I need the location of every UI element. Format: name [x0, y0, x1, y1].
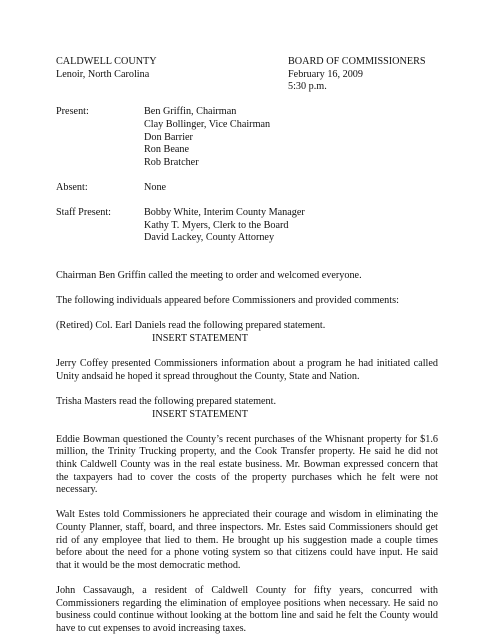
staff-label: Staff Present:	[56, 207, 111, 219]
absent-value: None	[144, 181, 167, 193]
board-name: BOARD OF COMMISSIONERS	[288, 56, 426, 67]
insert-statement-2: INSERT STATEMENT	[152, 408, 249, 420]
staff-row-3	[56, 232, 438, 245]
staff-name: Kathy T. Myers, Clerk to the Board	[144, 219, 289, 231]
header-line-3	[56, 81, 438, 94]
header-line-2	[56, 69, 438, 82]
present-name: Rob Bratcher	[144, 156, 199, 168]
staff-row-2	[56, 220, 438, 233]
present-row-4	[56, 144, 438, 157]
paragraph-cassavaugh: John Cassavaugh, a resident of Caldwell County for fifty years, concurred with Commissioners regarding the elimination of employee positions when necessary. He said no business could continue without looking at the bottom line and said he felt the County would have to cut expenses to avoid increasing taxes.	[56, 584, 438, 634]
staff-name: Bobby White, Interim County Manager	[144, 207, 305, 219]
present-label: Present:	[56, 106, 89, 118]
paragraph-call-to-order: Chairman Ben Griffin called the meeting to order and welcomed everyone.	[56, 270, 362, 282]
location: Lenoir, North Carolina	[56, 68, 150, 80]
staff-row-1	[56, 207, 438, 220]
absent-row	[56, 182, 438, 195]
present-name: Clay Bollinger, Vice Chairman	[144, 118, 271, 130]
present-row-3	[56, 132, 438, 145]
present-name: Don Barrier	[144, 131, 193, 143]
present-row-2	[56, 119, 438, 132]
present-row-5	[56, 157, 438, 170]
county-name: CALDWELL COUNTY	[56, 56, 157, 67]
paragraph-comments-intro: The following individuals appeared before Commissioners and provided comments:	[56, 295, 399, 307]
paragraph-masters: Trisha Masters read the following prepared statement.	[56, 396, 277, 408]
insert-statement-1: INSERT STATEMENT	[152, 333, 249, 345]
meeting-date: February 16, 2009	[288, 68, 363, 80]
absent-label: Absent:	[56, 181, 88, 193]
present-row-1	[56, 106, 438, 119]
paragraph-coffey: Jerry Coffey presented Commissioners information about a program he had initiated called Unity andsaid he hoped it spread throughout the County, State and Nation.	[56, 358, 438, 382]
minutes-document	[56, 56, 438, 635]
header-line-1	[56, 56, 438, 69]
meeting-time: 5:30 p.m.	[288, 81, 327, 93]
paragraph-daniels: (Retired) Col. Earl Daniels read the following prepared statement.	[56, 320, 326, 332]
present-name: Ben Griffin, Chairman	[144, 106, 237, 118]
paragraph-estes: Walt Estes told Commissioners he appreciated their courage and wisdom in eliminating the County Planner, staff, board, and three inspectors. Mr. Estes said Commissioners should get rid of any employee that lied to them. He brought up his suggestion made a couple times before about the need for a phone voting system so that citizens could have input. He said that it would be the most democratic method.	[56, 509, 438, 571]
staff-name: David Lackey, County Attorney	[144, 232, 275, 244]
present-name: Ron Beane	[144, 144, 189, 156]
paragraph-bowman: Eddie Bowman questioned the County’s recent purchases of the Whisnant property for $1.6 million, the Trinity Trucking property, and the Cook Transfer property. He said he did not think Caldwell County was in the real estate business. Mr. Bowman expressed concern that the taxpayers had to cover the costs of the property purchases which he felt were not necessary.	[56, 433, 438, 496]
